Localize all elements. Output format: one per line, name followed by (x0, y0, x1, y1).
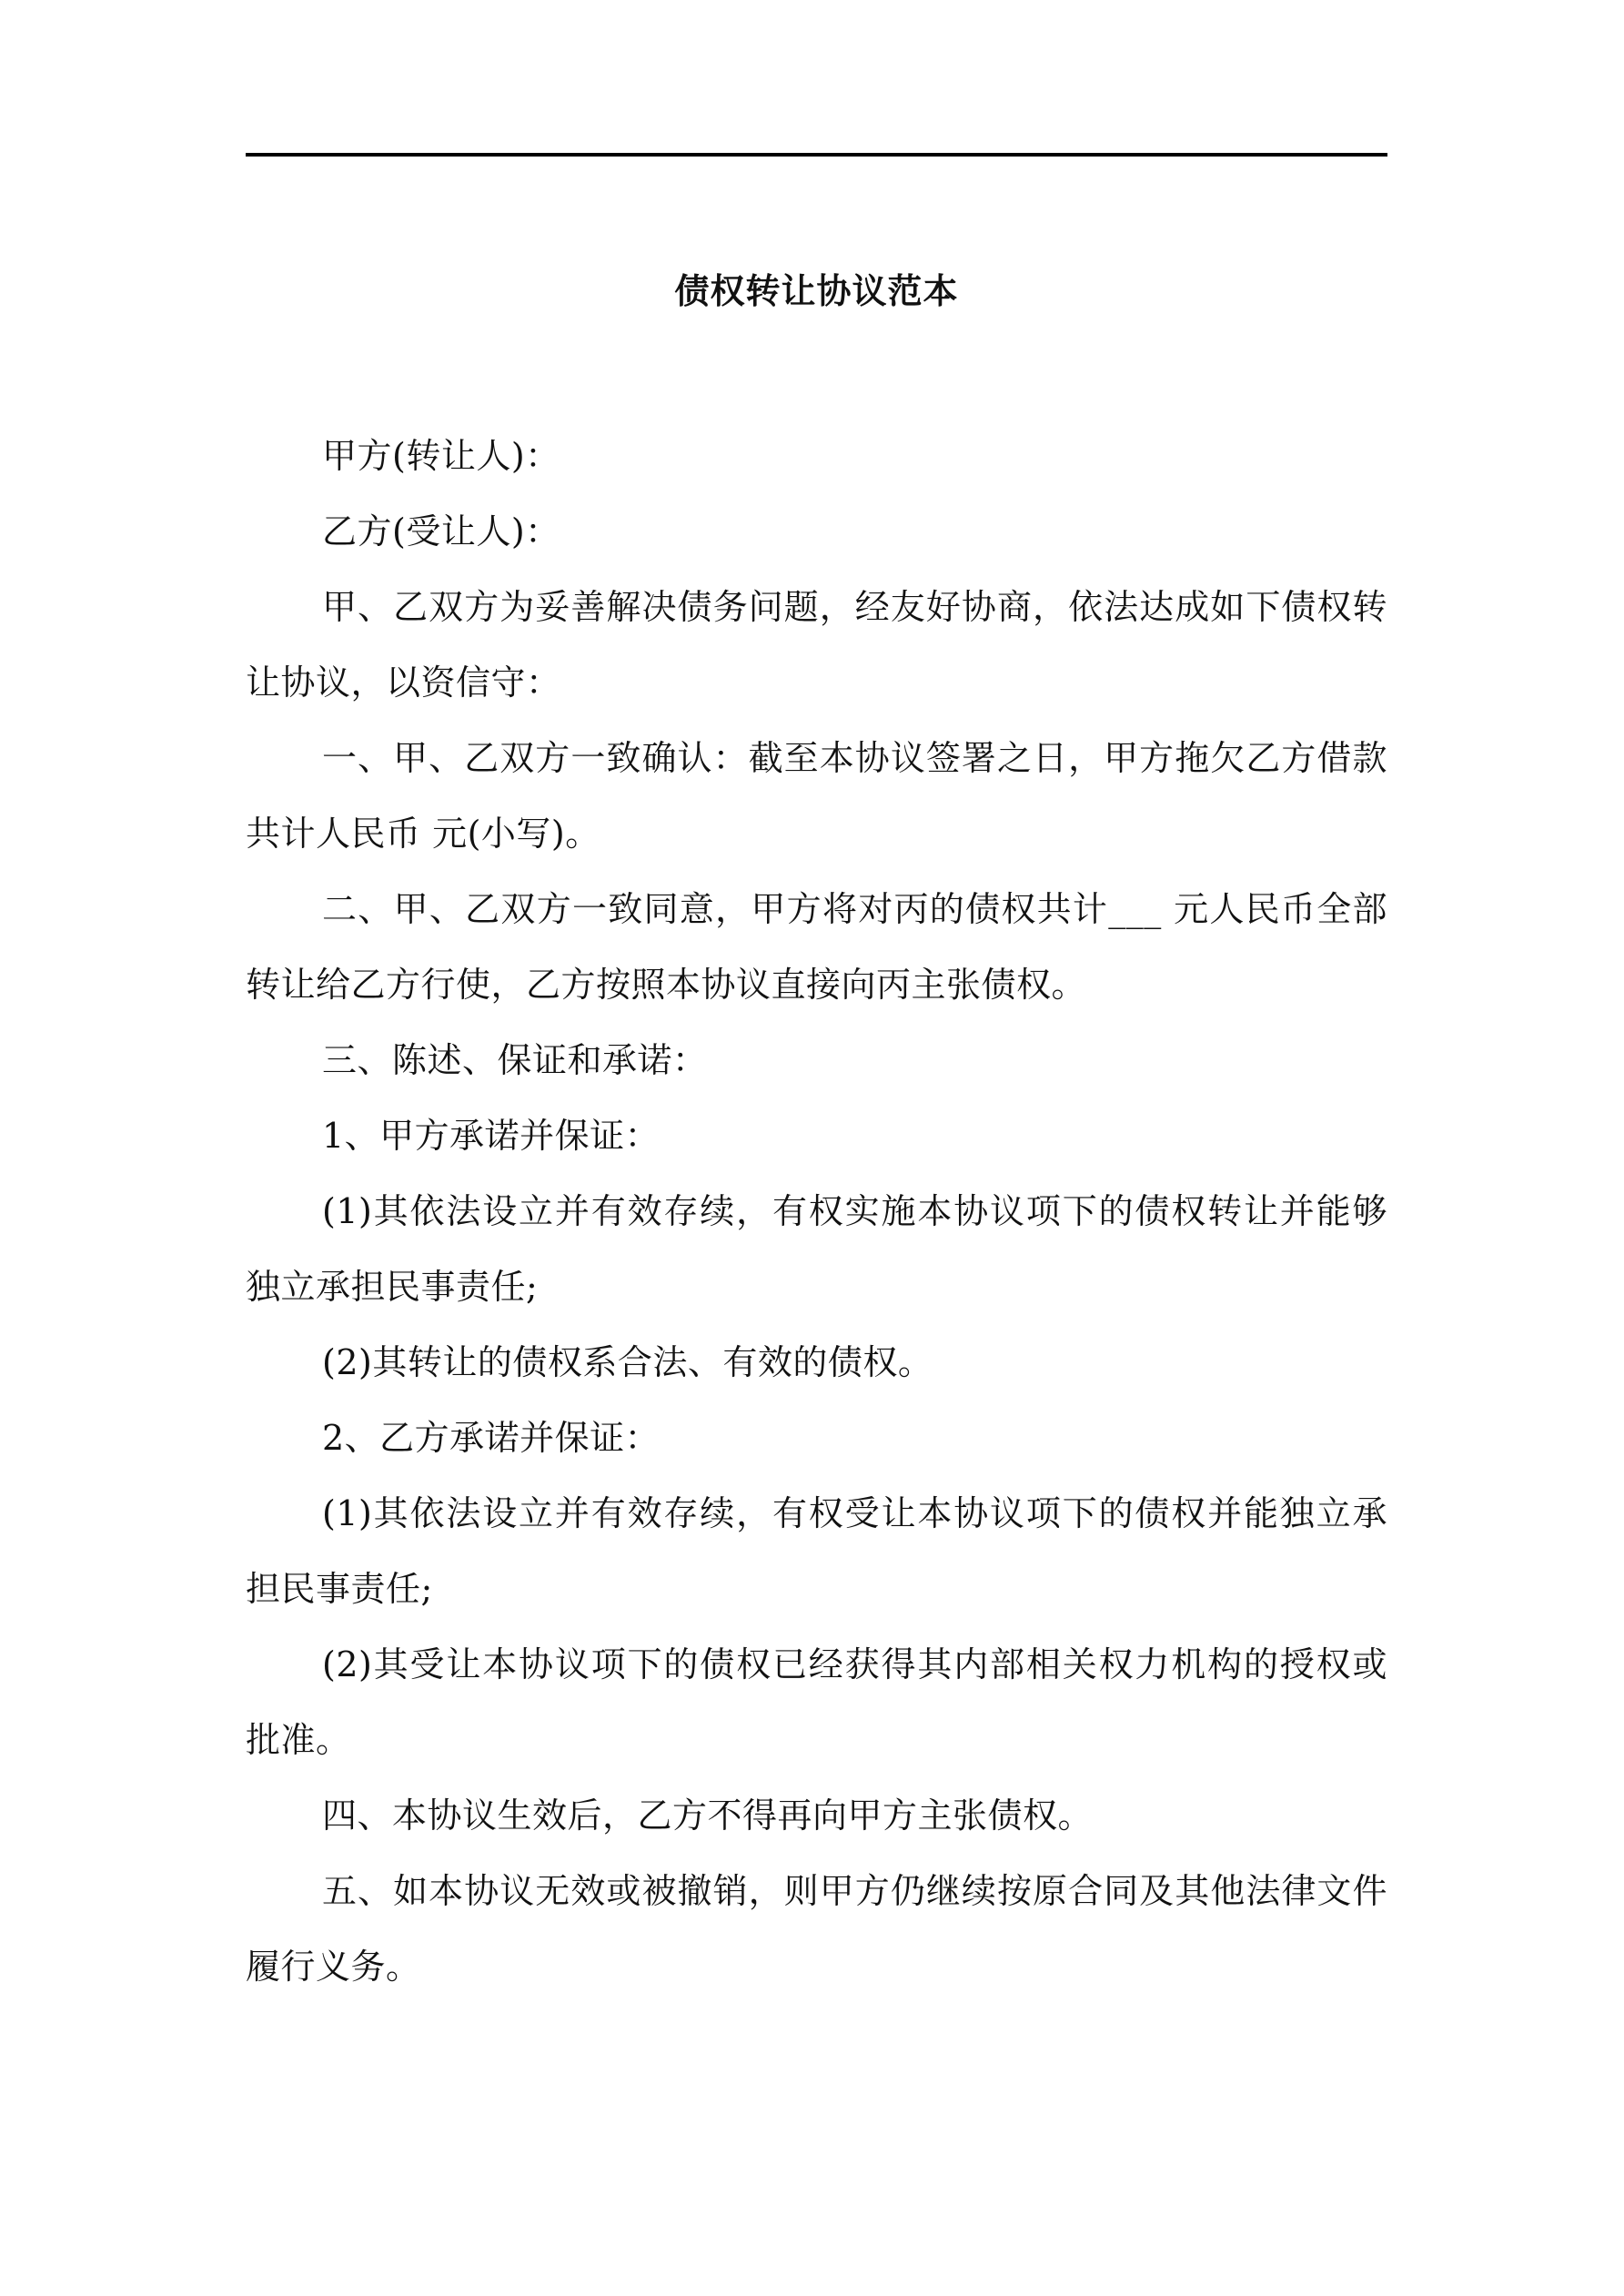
clause-3-2-heading: 2、乙方承诺并保证： (322, 1418, 661, 1458)
clause-5: 五、如本协议无效或被撤销，则甲方仍继续按原合同及其他法律文件履行义务。 (246, 1871, 1387, 1987)
header-rule (246, 153, 1387, 157)
clause-3-2-item-2: (2)其受让本协议项下的债权已经获得其内部相关权力机构的授权或批准。 (246, 1644, 1387, 1760)
clause-3-1-item-1: (1)其依法设立并有效存续，有权实施本协议项下的债权转让并能够独立承担民事责任; (246, 1191, 1387, 1307)
party-b-line: 乙方(受让人)： (322, 511, 560, 551)
clause-3-1-heading: 1、甲方承诺并保证： (322, 1116, 661, 1156)
document-title: 债权转让协议范本 (674, 271, 959, 311)
clause-4: 四、本协议生效后，乙方不得再向甲方主张债权。 (322, 1795, 1094, 1836)
clause-2: 二、甲、乙双方一致同意，甲方将对丙的债权共计___ 元人民币全部转让给乙方行使，乙方按照本协议直接向丙主张债权。 (246, 889, 1387, 1005)
clause-3-1-item-2: (2)其转让的债权系合法、有效的债权。 (322, 1342, 933, 1382)
clause-3-heading: 三、陈述、保证和承诺： (322, 1040, 708, 1080)
clause-1: 一、甲、乙双方一致确认：截至本协议签署之日，甲方拖欠乙方借款共计人民币 元(小写)。 (246, 738, 1387, 854)
clause-3-2-item-1: (1)其依法设立并有效存续，有权受让本协议项下的债权并能独立承担民事责任; (246, 1493, 1387, 1609)
party-a-line: 甲方(转让人)： (322, 436, 560, 476)
document-body (246, 419, 1387, 2005)
preamble-paragraph: 甲、乙双方为妥善解决债务问题，经友好协商，依法达成如下债权转让协议，以资信守： (246, 587, 1387, 703)
